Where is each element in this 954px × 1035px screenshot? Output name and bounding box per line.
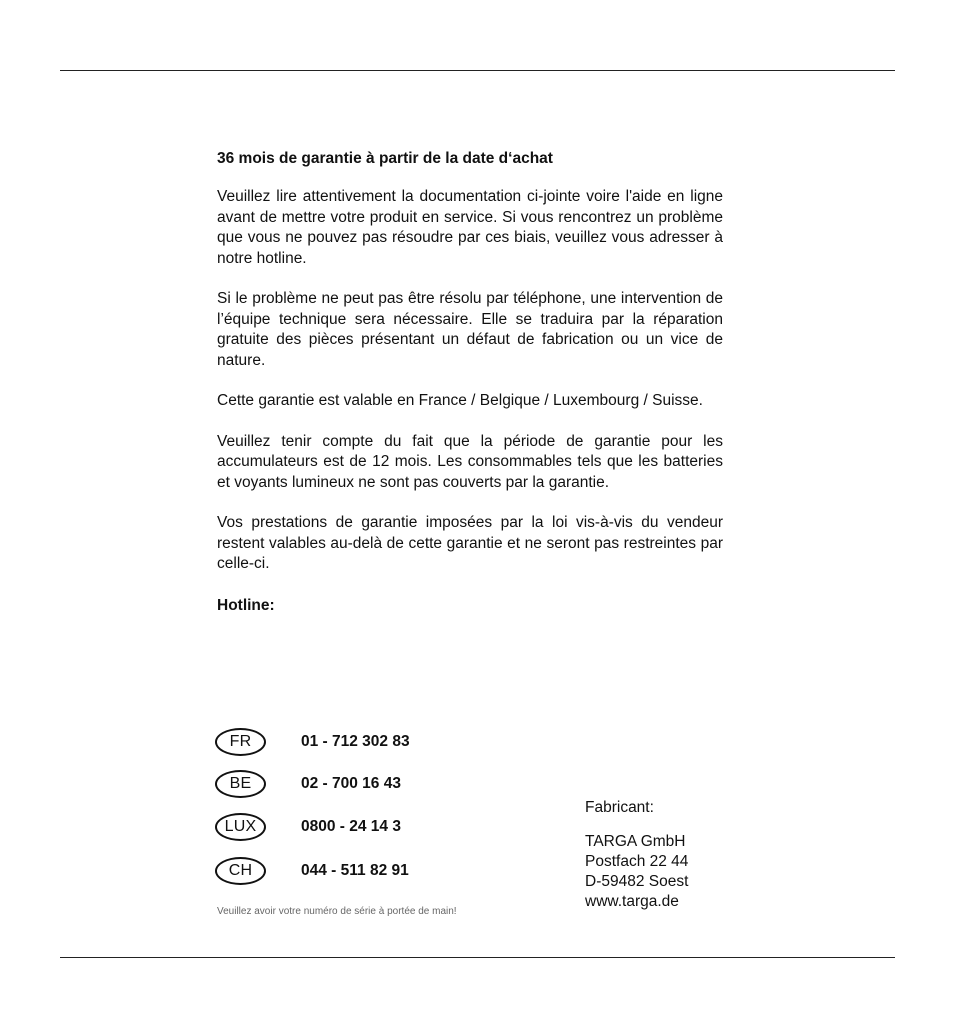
bottom-divider [60, 957, 895, 958]
manufacturer-website[interactable]: www.targa.de [585, 893, 679, 910]
country-badge-ch: CH [215, 857, 266, 885]
hotline-row-ch [215, 855, 409, 887]
paragraph-documentation: Veuillez lire attentivement la documentation ci-jointe voire l'aide en ligne avant de mettre votre produit en service. Si vous rencontrez un problème que vous ne pouvez pas résoudre par ces biais, veuillez vous adresser à notre hotline. [217, 188, 723, 267]
manufacturer-city: D-59482 Soest [585, 873, 689, 890]
paragraph-repair: Si le problème ne peut pas être résolu par téléphone, une intervention de l’équipe technique sera nécessaire. Elle se traduira par la réparation gratuite des pièces présentant un défaut de fabrication ou un vice de nature. [217, 290, 723, 369]
country-badge-fr: FR [215, 728, 266, 756]
hotline-row-lux [215, 811, 401, 843]
top-divider [60, 70, 895, 71]
hotline-row-fr [215, 726, 410, 758]
paragraph-accumulators: Veuillez tenir compte du fait que la période de garantie pour les accumulateurs est de 12 mois. Les consommables tels que les batteries et voyants lumineux ne sont pas couverts par la garantie. [217, 432, 723, 491]
phone-number-ch: 044 - 511 82 91 [301, 862, 409, 879]
serial-number-note: Veuillez avoir votre numéro de série à portée de main! [217, 906, 457, 917]
phone-number-fr: 01 - 712 302 83 [301, 733, 410, 750]
paragraph-legal: Vos prestations de garantie imposées par la loi vis-à-vis du vendeur restent valables au-delà de cette garantie et ne seront pas restreintes par celle-ci. [217, 514, 723, 572]
manufacturer-company: TARGA GmbH [585, 833, 686, 850]
country-badge-be: BE [215, 770, 266, 798]
phone-number-be: 02 - 700 16 43 [301, 775, 401, 792]
manufacturer-block [585, 798, 688, 912]
phone-number-lux: 0800 - 24 14 3 [301, 818, 401, 835]
warranty-content [217, 148, 723, 616]
manufacturer-label: Fabricant: [585, 799, 654, 816]
paragraph-countries: Cette garantie est valable en France / Belgique / Luxembourg / Suisse. [217, 392, 703, 409]
manufacturer-postbox: Postfach 22 44 [585, 853, 689, 870]
country-badge-lux: LUX [215, 813, 266, 841]
hotline-row-be [215, 768, 401, 800]
warranty-heading: 36 mois de garantie à partir de la date d‘achat [217, 150, 553, 167]
hotline-label: Hotline: [217, 596, 275, 614]
